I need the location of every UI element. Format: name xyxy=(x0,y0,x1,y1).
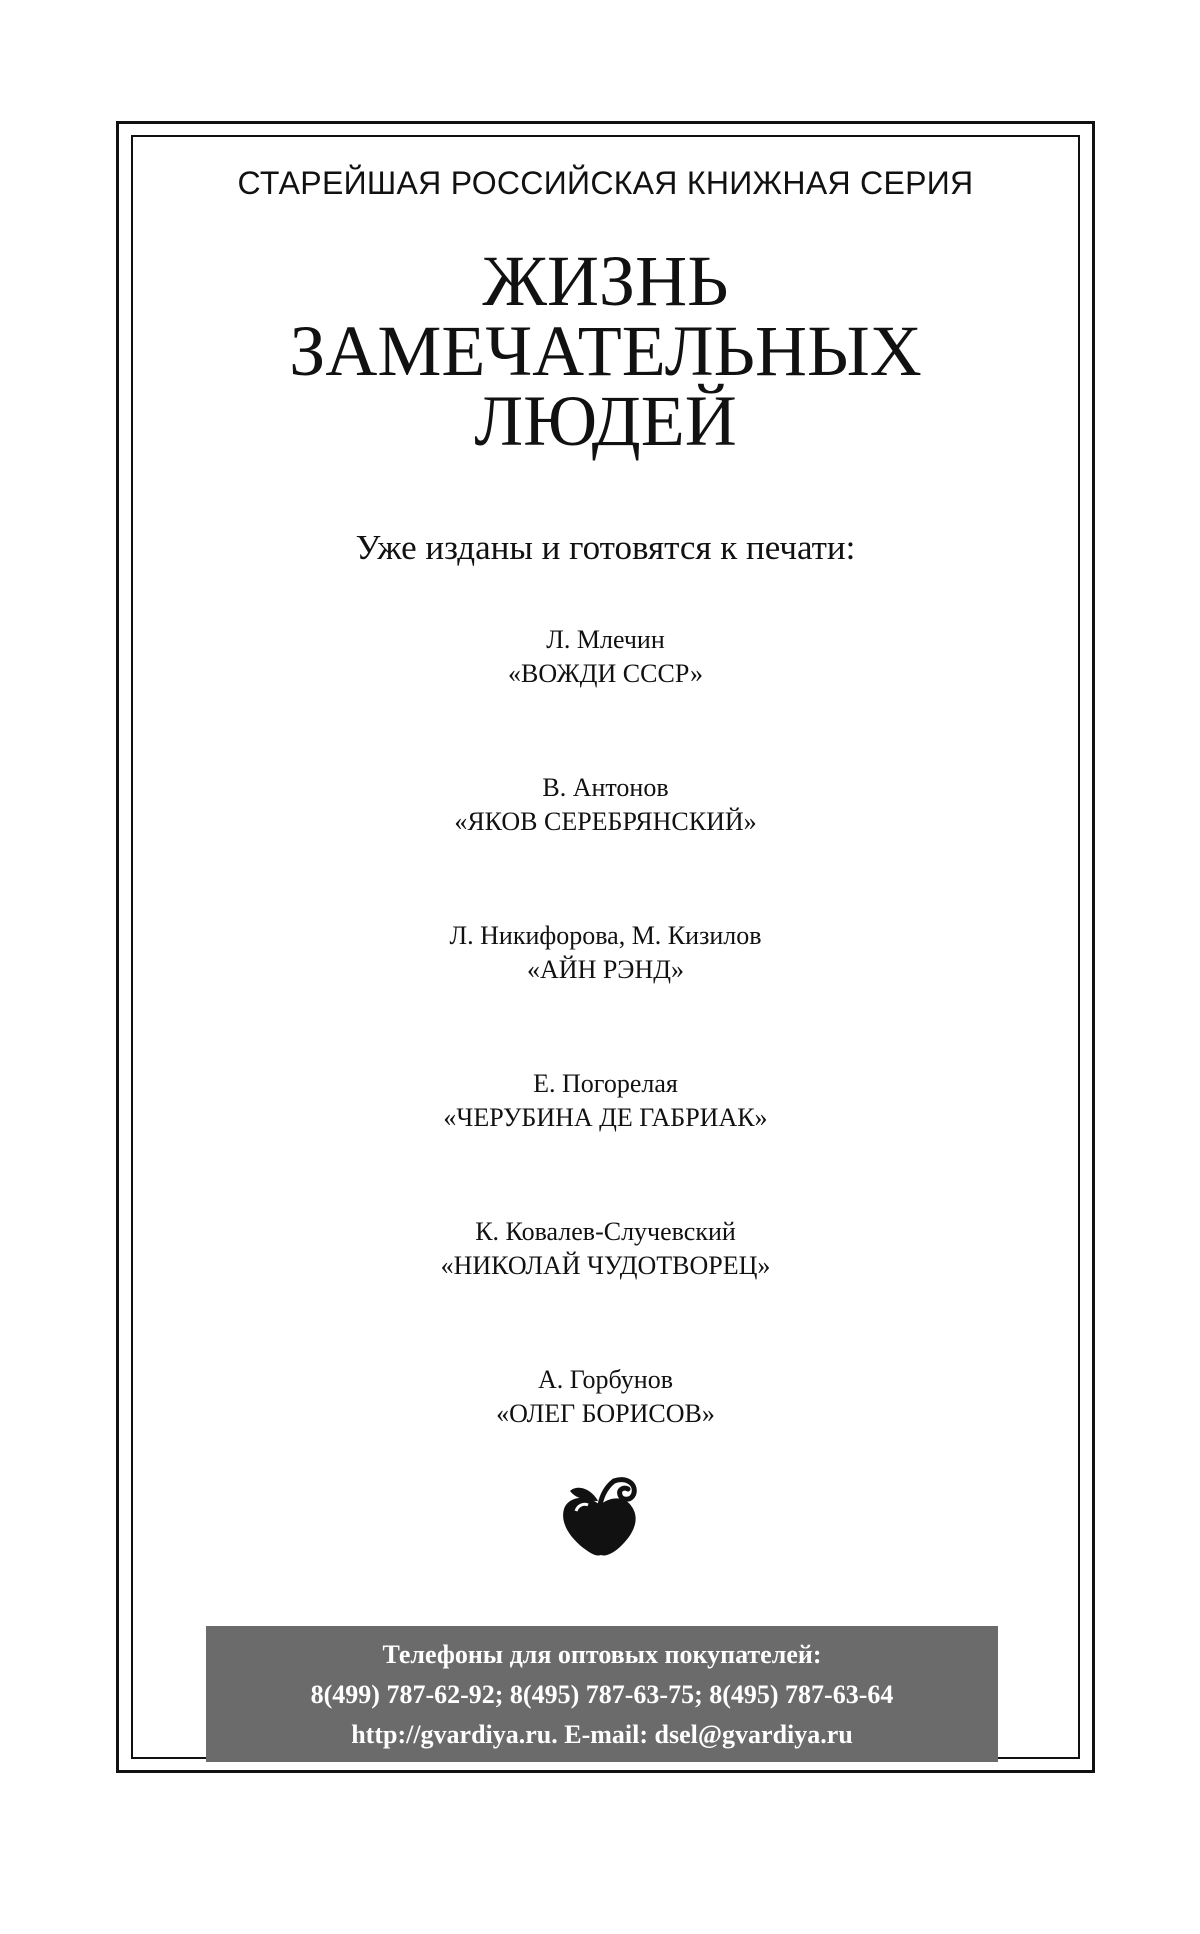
book-title: «ЧЕРУБИНА ДЕ ГАБРИАК» xyxy=(443,1103,768,1132)
series-title-line: ЛЮДЕЙ xyxy=(474,381,737,461)
series-title-line: ЗАМЕЧАТЕЛЬНЫХ xyxy=(289,311,922,391)
book-author: Л. Млечин xyxy=(546,625,665,654)
apple-emblem-icon xyxy=(556,1475,646,1561)
contact-web: http://gvardiya.ru. E-mail: dsel@gvardiya.ru xyxy=(351,1720,853,1749)
book-author: К. Ковалев-Случевский xyxy=(475,1217,736,1246)
subtitle: Уже изданы и готовятся к печати: xyxy=(355,528,856,567)
book-author: Е. Погорелая xyxy=(533,1069,678,1098)
book-title: «ОЛЕГ БОРИСОВ» xyxy=(496,1399,715,1428)
book-list xyxy=(131,623,1080,1511)
contact-heading: Телефоны для оптовых покупателей: xyxy=(382,1640,822,1669)
book-author: В. Антонов xyxy=(542,773,669,802)
book-author: Л. Никифорова, М. Кизилов xyxy=(449,921,762,950)
book-title: «ЯКОВ СЕРЕБРЯНСКИЙ» xyxy=(454,807,757,836)
contact-box xyxy=(206,1626,998,1762)
series-label: СТАРЕЙШАЯ РОССИЙСКАЯ КНИЖНАЯ СЕРИЯ xyxy=(237,165,974,201)
series-title-line: ЖИЗНЬ xyxy=(482,241,729,321)
book-entry xyxy=(131,623,1080,771)
contact-phones: 8(499) 787-62-92; 8(495) 787-63-75; 8(495) 787-63-64 xyxy=(310,1680,894,1709)
book-entry xyxy=(131,1215,1080,1363)
book-entry xyxy=(131,771,1080,919)
book-entry xyxy=(131,1067,1080,1215)
book-title: «НИКОЛАЙ ЧУДОТВОРЕЦ» xyxy=(440,1251,771,1280)
book-author: А. Горбунов xyxy=(538,1365,673,1394)
book-title: «АЙН РЭНД» xyxy=(527,955,684,984)
series-title xyxy=(131,241,1080,461)
book-entry xyxy=(131,919,1080,1067)
book-title: «ВОЖДИ СССР» xyxy=(508,659,703,688)
